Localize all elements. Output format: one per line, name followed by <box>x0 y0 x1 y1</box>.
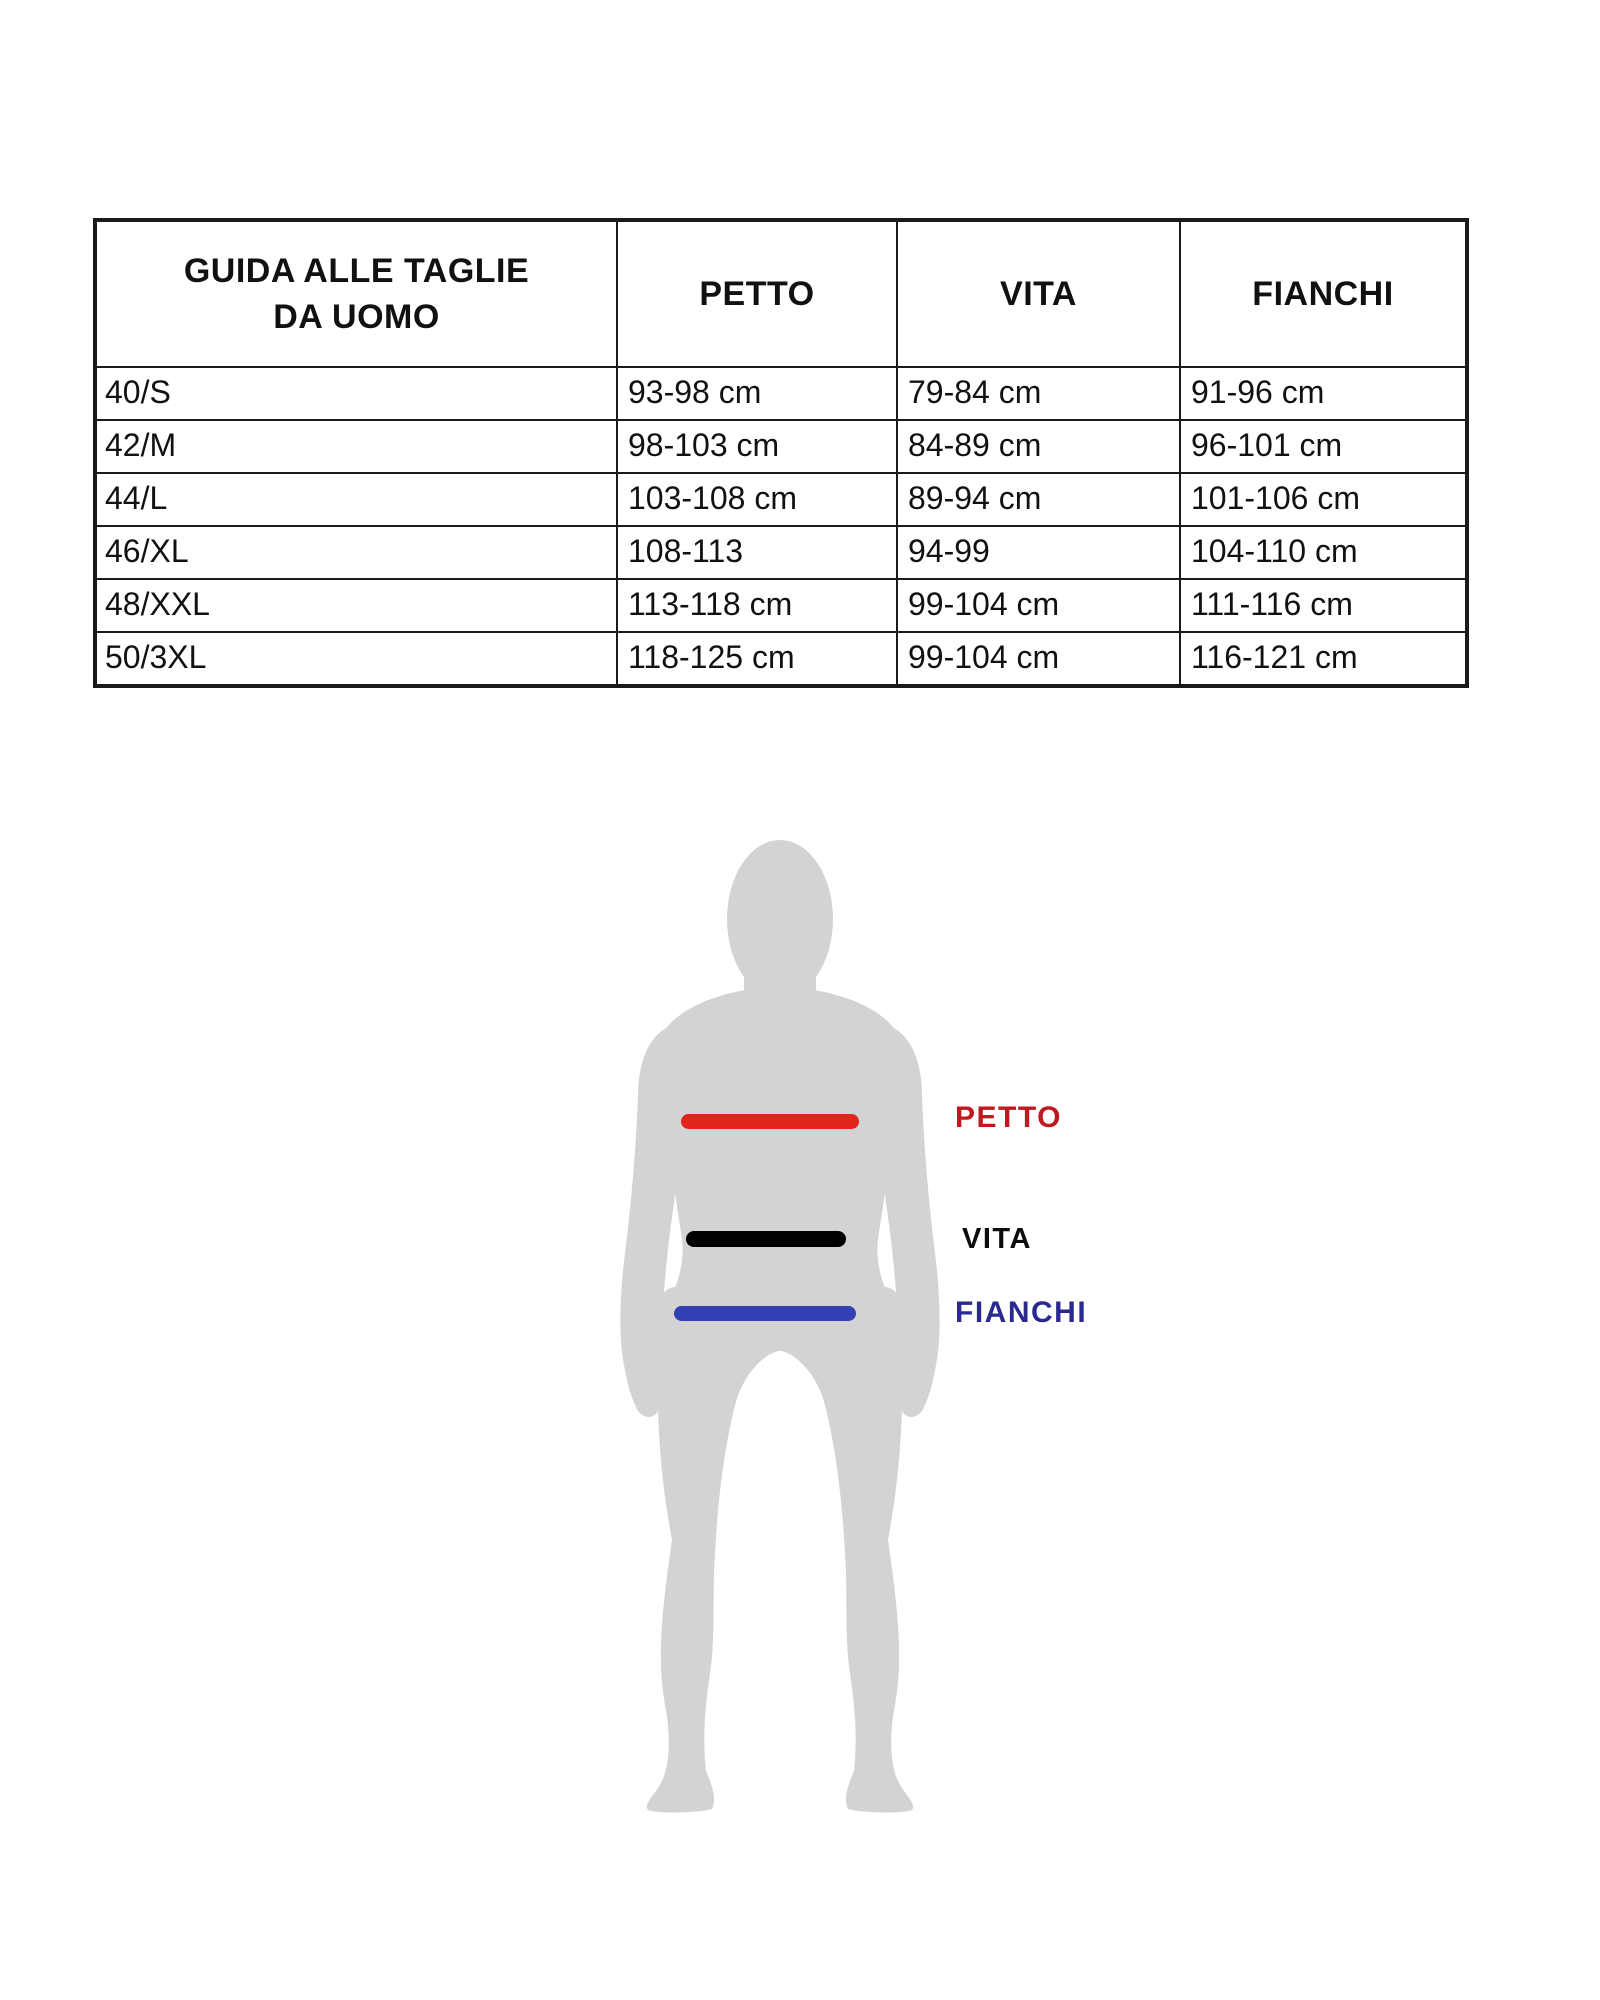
vita-cell: 99-104 cm <box>897 632 1180 686</box>
table-row <box>95 526 1467 579</box>
table-row <box>95 632 1467 686</box>
hips-measure-line <box>674 1306 856 1321</box>
chest-label: PETTO <box>955 1101 1062 1134</box>
petto-cell: 113-118 cm <box>617 579 897 632</box>
size-cell: 48/XXL <box>95 579 617 632</box>
petto-cell: 118-125 cm <box>617 632 897 686</box>
size-cell: 50/3XL <box>95 632 617 686</box>
fianchi-cell: 96-101 cm <box>1180 420 1467 473</box>
table-row <box>95 579 1467 632</box>
table-row <box>95 473 1467 526</box>
table-row <box>95 420 1467 473</box>
table-row <box>95 367 1467 420</box>
petto-cell: 98-103 cm <box>617 420 897 473</box>
size-guide-table <box>93 218 1469 688</box>
fianchi-cell: 101-106 cm <box>1180 473 1467 526</box>
column-header-fianchi: FIANCHI <box>1180 220 1467 367</box>
fianchi-cell: 111-116 cm <box>1180 579 1467 632</box>
petto-cell: 93-98 cm <box>617 367 897 420</box>
silhouette-left-leg <box>647 1315 778 1813</box>
fianchi-cell: 116-121 cm <box>1180 632 1467 686</box>
petto-cell: 108-113 <box>617 526 897 579</box>
table-title-line1: GUIDA ALLE TAGLIE <box>183 252 530 290</box>
hips-label: FIANCHI <box>955 1296 1088 1329</box>
vita-cell: 79-84 cm <box>897 367 1180 420</box>
table-title-line2: DA UOMO <box>273 298 440 336</box>
size-cell: 46/XL <box>95 526 617 579</box>
size-cell: 42/M <box>95 420 617 473</box>
fianchi-cell: 91-96 cm <box>1180 367 1467 420</box>
waist-label: VITA <box>962 1223 1032 1255</box>
chest-measure-line <box>681 1114 859 1129</box>
vita-cell: 94-99 <box>897 526 1180 579</box>
vita-cell: 84-89 cm <box>897 420 1180 473</box>
vita-cell: 99-104 cm <box>897 579 1180 632</box>
size-cell: 44/L <box>95 473 617 526</box>
fianchi-cell: 104-110 cm <box>1180 526 1467 579</box>
table-header-row <box>95 220 1467 367</box>
male-body-silhouette <box>598 835 962 1815</box>
waist-measure-line <box>686 1231 846 1247</box>
silhouette-right-leg <box>782 1315 913 1813</box>
petto-cell: 103-108 cm <box>617 473 897 526</box>
size-cell: 40/S <box>95 367 617 420</box>
column-header-vita: VITA <box>897 220 1180 367</box>
table-title <box>95 220 617 367</box>
column-header-petto: PETTO <box>617 220 897 367</box>
vita-cell: 89-94 cm <box>897 473 1180 526</box>
